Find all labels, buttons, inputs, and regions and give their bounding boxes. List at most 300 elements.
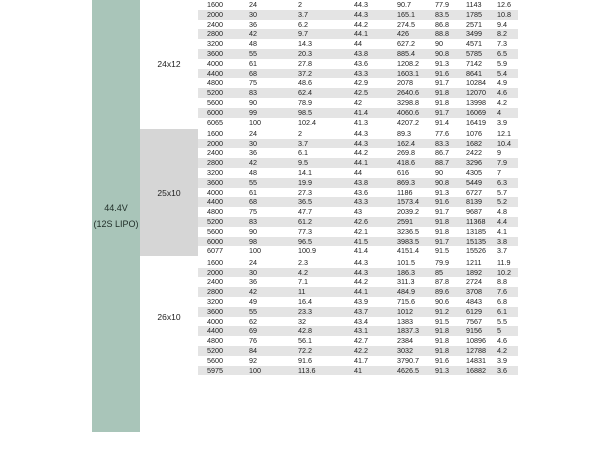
table-cell: 42 — [354, 97, 362, 107]
table-cell: 6.1 — [298, 148, 308, 158]
table-cell: 4000 — [207, 187, 223, 197]
table-cell: 1143 — [466, 0, 482, 9]
table-cell: 55 — [249, 177, 257, 187]
table-cell: 42 — [249, 287, 257, 297]
table-cell: 102.4 — [298, 117, 316, 127]
table-cell: 14.3 — [298, 39, 312, 49]
table-cell: 91.3 — [435, 365, 449, 375]
table-row — [198, 139, 518, 149]
table-cell: 78.9 — [298, 97, 312, 107]
table-cell: 10.4 — [497, 138, 511, 148]
table-cell: 3983.5 — [397, 236, 419, 246]
table-cell: 5.9 — [497, 58, 507, 68]
table-cell: 99 — [249, 107, 257, 117]
table-cell: 165.1 — [397, 9, 415, 19]
table-cell: 2384 — [397, 336, 413, 346]
table-cell: 6129 — [466, 306, 482, 316]
table-cell: 49 — [249, 296, 257, 306]
table-cell: 90.8 — [435, 48, 449, 58]
table-cell: 2 — [298, 0, 302, 9]
data-rows — [198, 258, 518, 376]
table-cell: 16419 — [466, 117, 486, 127]
table-cell: 418.6 — [397, 158, 415, 168]
table-cell: 3.7 — [298, 9, 308, 19]
table-cell: 1012 — [397, 306, 413, 316]
table-cell: 16.4 — [298, 296, 312, 306]
table-cell: 86.7 — [435, 148, 449, 158]
table-cell: 15526 — [466, 246, 486, 256]
table-cell: 4400 — [207, 326, 223, 336]
table-cell: 44 — [354, 39, 362, 49]
table-cell: 90 — [435, 39, 443, 49]
table-cell: 72.2 — [298, 345, 312, 355]
table-row — [198, 29, 518, 39]
table-cell: 13998 — [466, 97, 486, 107]
voltage-label: 44.4V — [104, 203, 128, 213]
table-cell: 91.8 — [435, 336, 449, 346]
table-cell: 30 — [249, 138, 257, 148]
table-row — [198, 148, 518, 158]
table-cell: 3200 — [207, 168, 223, 178]
table-row — [198, 227, 518, 237]
table-cell: 4207.2 — [397, 117, 419, 127]
table-cell: 68 — [249, 68, 257, 78]
table-cell: 14.1 — [298, 168, 312, 178]
table-cell: 43.8 — [354, 177, 368, 187]
table-row — [198, 258, 518, 268]
table-cell: 1603.1 — [397, 68, 419, 78]
table-cell: 44.1 — [354, 29, 368, 39]
table-cell: 4400 — [207, 68, 223, 78]
table-row — [198, 237, 518, 247]
table-cell: 43.7 — [354, 306, 368, 316]
table-row — [198, 0, 518, 10]
table-cell: 91.8 — [435, 217, 449, 227]
table-row — [198, 307, 518, 317]
table-cell: 90.8 — [435, 177, 449, 187]
table-cell: 3032 — [397, 345, 413, 355]
table-cell: 41.4 — [354, 246, 368, 256]
table-row — [198, 39, 518, 49]
table-cell: 91.7 — [435, 107, 449, 117]
table-cell: 627.2 — [397, 39, 415, 49]
table-cell: 2000 — [207, 9, 223, 19]
table-cell: 44.2 — [354, 277, 368, 287]
table-cell: 36 — [249, 148, 257, 158]
table-cell: 91.7 — [435, 236, 449, 246]
table-cell: 19.9 — [298, 177, 312, 187]
table-cell: 869.3 — [397, 177, 415, 187]
table-cell: 5200 — [207, 217, 223, 227]
table-cell: 4060.6 — [397, 107, 419, 117]
table-cell: 3200 — [207, 296, 223, 306]
table-cell: 7 — [497, 168, 501, 178]
table-cell: 4800 — [207, 207, 223, 217]
table-row — [198, 88, 518, 98]
table-cell: 6.5 — [497, 48, 507, 58]
table-cell: 1600 — [207, 128, 223, 138]
table-cell: 484.9 — [397, 287, 415, 297]
table-cell: 27.3 — [298, 187, 312, 197]
table-cell: 274.5 — [397, 19, 415, 29]
table-cell: 5600 — [207, 355, 223, 365]
table-cell: 10284 — [466, 78, 486, 88]
table-cell: 6.2 — [298, 19, 308, 29]
table-cell: 5.7 — [497, 187, 507, 197]
table-cell: 5.5 — [497, 316, 507, 326]
table-cell: 96.5 — [298, 236, 312, 246]
table-cell: 3.8 — [497, 236, 507, 246]
table-cell: 2640.6 — [397, 88, 419, 98]
table-row — [198, 129, 518, 139]
table-cell: 6.1 — [497, 306, 507, 316]
table-cell: 41.7 — [354, 355, 368, 365]
table-cell: 1076 — [466, 128, 482, 138]
table-cell: 3.7 — [497, 246, 507, 256]
table-cell: 43.6 — [354, 187, 368, 197]
table-row — [198, 69, 518, 79]
table-cell: 4000 — [207, 316, 223, 326]
table-cell: 79.9 — [435, 257, 449, 267]
table-cell: 44.2 — [354, 19, 368, 29]
table-cell: 91.6 — [435, 355, 449, 365]
table-cell: 89.3 — [397, 128, 411, 138]
table-cell: 13185 — [466, 226, 486, 236]
table-cell: 91.8 — [435, 226, 449, 236]
table-cell: 4 — [497, 107, 501, 117]
table-cell: 91.3 — [435, 58, 449, 68]
table-cell: 5200 — [207, 88, 223, 98]
table-cell: 12788 — [466, 345, 486, 355]
table-cell: 4.2 — [497, 97, 507, 107]
table-cell: 91.6 — [435, 68, 449, 78]
table-cell: 8.8 — [497, 277, 507, 287]
table-cell: 61.2 — [298, 217, 312, 227]
table-cell: 75 — [249, 207, 257, 217]
table-cell: 91.8 — [435, 345, 449, 355]
table-cell: 90 — [249, 226, 257, 236]
table-cell: 4843 — [466, 296, 482, 306]
table-cell: 2000 — [207, 267, 223, 277]
table-row — [198, 207, 518, 217]
table-cell: 61 — [249, 187, 257, 197]
table-cell: 100 — [249, 365, 261, 375]
table-cell: 43.3 — [354, 68, 368, 78]
table-cell: 1785 — [466, 9, 482, 19]
table-cell: 5449 — [466, 177, 482, 187]
table-cell: 10.8 — [497, 9, 511, 19]
table-cell: 69 — [249, 326, 257, 336]
table-cell: 5.2 — [497, 197, 507, 207]
table-cell: 91.8 — [435, 326, 449, 336]
table-cell: 6.8 — [497, 296, 507, 306]
table-cell: 2 — [298, 128, 302, 138]
table-cell: 44.2 — [354, 148, 368, 158]
table-cell: 42 — [249, 29, 257, 39]
table-cell: 43.9 — [354, 296, 368, 306]
table-cell: 36.5 — [298, 197, 312, 207]
table-cell: 30 — [249, 9, 257, 19]
table-cell: 101.5 — [397, 257, 415, 267]
table-cell: 4626.5 — [397, 365, 419, 375]
table-cell: 4.8 — [497, 207, 507, 217]
table-cell: 11 — [298, 287, 306, 297]
table-cell: 3.9 — [497, 117, 507, 127]
table-cell: 4.6 — [497, 88, 507, 98]
table-cell: 23.3 — [298, 306, 312, 316]
table-cell: 2400 — [207, 277, 223, 287]
table-cell: 4.2 — [497, 345, 507, 355]
table-cell: 1892 — [466, 267, 482, 277]
table-cell: 55 — [249, 48, 257, 58]
table-row — [198, 10, 518, 20]
table-cell: 43.1 — [354, 326, 368, 336]
table-cell: 36 — [249, 277, 257, 287]
table-cell: 6077 — [207, 246, 223, 256]
table-cell: 162.4 — [397, 138, 415, 148]
table-cell: 5600 — [207, 226, 223, 236]
table-cell: 4151.4 — [397, 246, 419, 256]
table-cell: 7.6 — [497, 287, 507, 297]
table-cell: 10.2 — [497, 267, 511, 277]
table-cell: 37.2 — [298, 68, 312, 78]
table-cell: 91.3 — [435, 187, 449, 197]
table-row — [198, 287, 518, 297]
table-cell: 7.9 — [497, 158, 507, 168]
table-cell: 76 — [249, 336, 257, 346]
table-cell: 5785 — [466, 48, 482, 58]
table-cell: 9687 — [466, 207, 482, 217]
table-cell: 2591 — [397, 217, 413, 227]
table-cell: 9 — [497, 148, 501, 158]
table-cell: 3600 — [207, 48, 223, 58]
table-cell: 87.8 — [435, 277, 449, 287]
table-cell: 44.3 — [354, 128, 368, 138]
table-cell: 92 — [249, 355, 257, 365]
table-cell: 41.3 — [354, 117, 368, 127]
table-cell: 3600 — [207, 306, 223, 316]
table-cell: 1682 — [466, 138, 482, 148]
table-cell: 6727 — [466, 187, 482, 197]
table-row — [198, 108, 518, 118]
table-cell: 90.6 — [435, 296, 449, 306]
table-cell: 3236.5 — [397, 226, 419, 236]
table-row — [198, 356, 518, 366]
table-cell: 42.7 — [354, 336, 368, 346]
table-cell: 2422 — [466, 148, 482, 158]
table-row — [198, 217, 518, 227]
table-cell: 91.7 — [435, 207, 449, 217]
table-cell: 2724 — [466, 277, 482, 287]
table-cell: 4.1 — [497, 226, 507, 236]
table-cell: 616 — [397, 168, 409, 178]
table-cell: 83 — [249, 88, 257, 98]
battery-label: (12S LIPO) — [93, 219, 139, 229]
table-cell: 44 — [354, 168, 362, 178]
table-cell: 6000 — [207, 107, 223, 117]
table-cell: 2800 — [207, 287, 223, 297]
table-cell: 89.6 — [435, 287, 449, 297]
table-cell: 6.3 — [497, 177, 507, 187]
table-cell: 1211 — [466, 257, 482, 267]
table-cell: 91.5 — [435, 246, 449, 256]
table-cell: 90 — [249, 97, 257, 107]
table-cell: 1383 — [397, 316, 413, 326]
table-cell: 86.8 — [435, 19, 449, 29]
table-cell: 91.2 — [435, 306, 449, 316]
table-cell: 4800 — [207, 78, 223, 88]
table-cell: 48.6 — [298, 78, 312, 88]
table-row — [198, 59, 518, 69]
table-cell: 100.9 — [298, 246, 316, 256]
table-cell: 20.3 — [298, 48, 312, 58]
data-rows — [198, 129, 518, 256]
prop-size-label: 26x10 — [157, 311, 181, 322]
table-cell: 12070 — [466, 88, 486, 98]
table-cell: 44.3 — [354, 0, 368, 9]
table-cell: 91.8 — [435, 88, 449, 98]
table-row — [198, 49, 518, 59]
table-cell: 186.3 — [397, 267, 415, 277]
table-cell: 43 — [354, 207, 362, 217]
table-cell: 5200 — [207, 345, 223, 355]
table-cell: 77.9 — [435, 0, 449, 9]
table-row — [198, 20, 518, 30]
table-cell: 83.3 — [435, 138, 449, 148]
table-cell: 6065 — [207, 117, 223, 127]
table-cell: 6000 — [207, 236, 223, 246]
table-cell: 44.1 — [354, 287, 368, 297]
table-cell: 91.6 — [435, 197, 449, 207]
voltage-cell — [92, 0, 140, 432]
table-cell: 48 — [249, 168, 257, 178]
table-cell: 42.6 — [354, 217, 368, 227]
table-cell: 4400 — [207, 197, 223, 207]
table-cell: 11.9 — [497, 257, 511, 267]
table-cell: 42.8 — [298, 326, 312, 336]
table-cell: 12.1 — [497, 128, 511, 138]
table-cell: 100 — [249, 117, 261, 127]
prop-size-label: 24x12 — [157, 58, 181, 69]
table-cell: 9.7 — [298, 29, 308, 39]
table-cell: 2.3 — [298, 257, 308, 267]
table-cell: 5.4 — [497, 68, 507, 78]
table-row — [198, 366, 518, 376]
prop-size-cell — [140, 0, 198, 127]
table-cell: 5975 — [207, 365, 223, 375]
table-cell: 4.6 — [497, 336, 507, 346]
table-cell: 42.2 — [354, 345, 368, 355]
table-cell: 62 — [249, 316, 257, 326]
table-cell: 3298.8 — [397, 97, 419, 107]
table-cell: 8139 — [466, 197, 482, 207]
table-cell: 83 — [249, 217, 257, 227]
table-cell: 7567 — [466, 316, 482, 326]
table-cell: 4.4 — [497, 217, 507, 227]
table-cell: 44.3 — [354, 267, 368, 277]
table-cell: 426 — [397, 29, 409, 39]
table-cell: 1186 — [397, 187, 413, 197]
table-cell: 2571 — [466, 19, 482, 29]
table-cell: 41.5 — [354, 236, 368, 246]
table-cell: 2078 — [397, 78, 413, 88]
table-cell: 885.4 — [397, 48, 415, 58]
table-cell: 42.5 — [354, 88, 368, 98]
table-cell: 24 — [249, 128, 257, 138]
table-cell: 47.7 — [298, 207, 312, 217]
table-cell: 3.6 — [497, 365, 507, 375]
table-row — [198, 336, 518, 346]
table-cell: 8641 — [466, 68, 482, 78]
table-cell: 9156 — [466, 326, 482, 336]
table-cell: 24 — [249, 0, 257, 9]
table-cell: 715.6 — [397, 296, 415, 306]
table-cell: 55 — [249, 306, 257, 316]
table-cell: 3200 — [207, 39, 223, 49]
table-cell: 2800 — [207, 158, 223, 168]
table-cell: 12.6 — [497, 0, 511, 9]
table-row — [198, 268, 518, 278]
table-cell: 4000 — [207, 58, 223, 68]
table-cell: 2000 — [207, 138, 223, 148]
table-cell: 3790.7 — [397, 355, 419, 365]
table-cell: 83.5 — [435, 9, 449, 19]
table-cell: 44.3 — [354, 257, 368, 267]
table-cell: 75 — [249, 78, 257, 88]
table-cell: 2039.2 — [397, 207, 419, 217]
table-cell: 36 — [249, 19, 257, 29]
table-cell: 1208.2 — [397, 58, 419, 68]
table-cell: 85 — [435, 267, 443, 277]
table-cell: 42 — [249, 158, 257, 168]
table-row — [198, 98, 518, 108]
table-cell: 43.3 — [354, 197, 368, 207]
table-row — [198, 158, 518, 168]
data-rows — [198, 0, 518, 127]
table-cell: 68 — [249, 197, 257, 207]
table-cell: 10896 — [466, 336, 486, 346]
table-cell: 9.5 — [298, 158, 308, 168]
table-row — [198, 317, 518, 327]
table-cell: 44.3 — [354, 9, 368, 19]
table-cell: 91.4 — [435, 117, 449, 127]
table-row — [198, 118, 518, 128]
table-cell: 3499 — [466, 29, 482, 39]
table-cell: 3296 — [466, 158, 482, 168]
table-cell: 113.6 — [298, 365, 316, 375]
table-cell: 269.8 — [397, 148, 415, 158]
table-cell: 1600 — [207, 0, 223, 9]
table-cell: 2400 — [207, 148, 223, 158]
table-cell: 44.3 — [354, 138, 368, 148]
prop-size-label: 25x10 — [157, 187, 181, 198]
table-cell: 4.2 — [298, 267, 308, 277]
table-cell: 5600 — [207, 97, 223, 107]
table-cell: 3.9 — [497, 355, 507, 365]
table-cell: 4.9 — [497, 78, 507, 88]
prop-size-cell — [140, 129, 198, 256]
table-cell: 42.9 — [354, 78, 368, 88]
table-cell: 42.1 — [354, 226, 368, 236]
table-row — [198, 346, 518, 356]
table-cell: 30 — [249, 267, 257, 277]
table-cell: 90.7 — [397, 0, 411, 9]
table-cell: 1600 — [207, 257, 223, 267]
table-cell: 24 — [249, 257, 257, 267]
table-cell: 91.7 — [435, 78, 449, 88]
table-cell: 3708 — [466, 287, 482, 297]
table-cell: 311.3 — [397, 277, 415, 287]
